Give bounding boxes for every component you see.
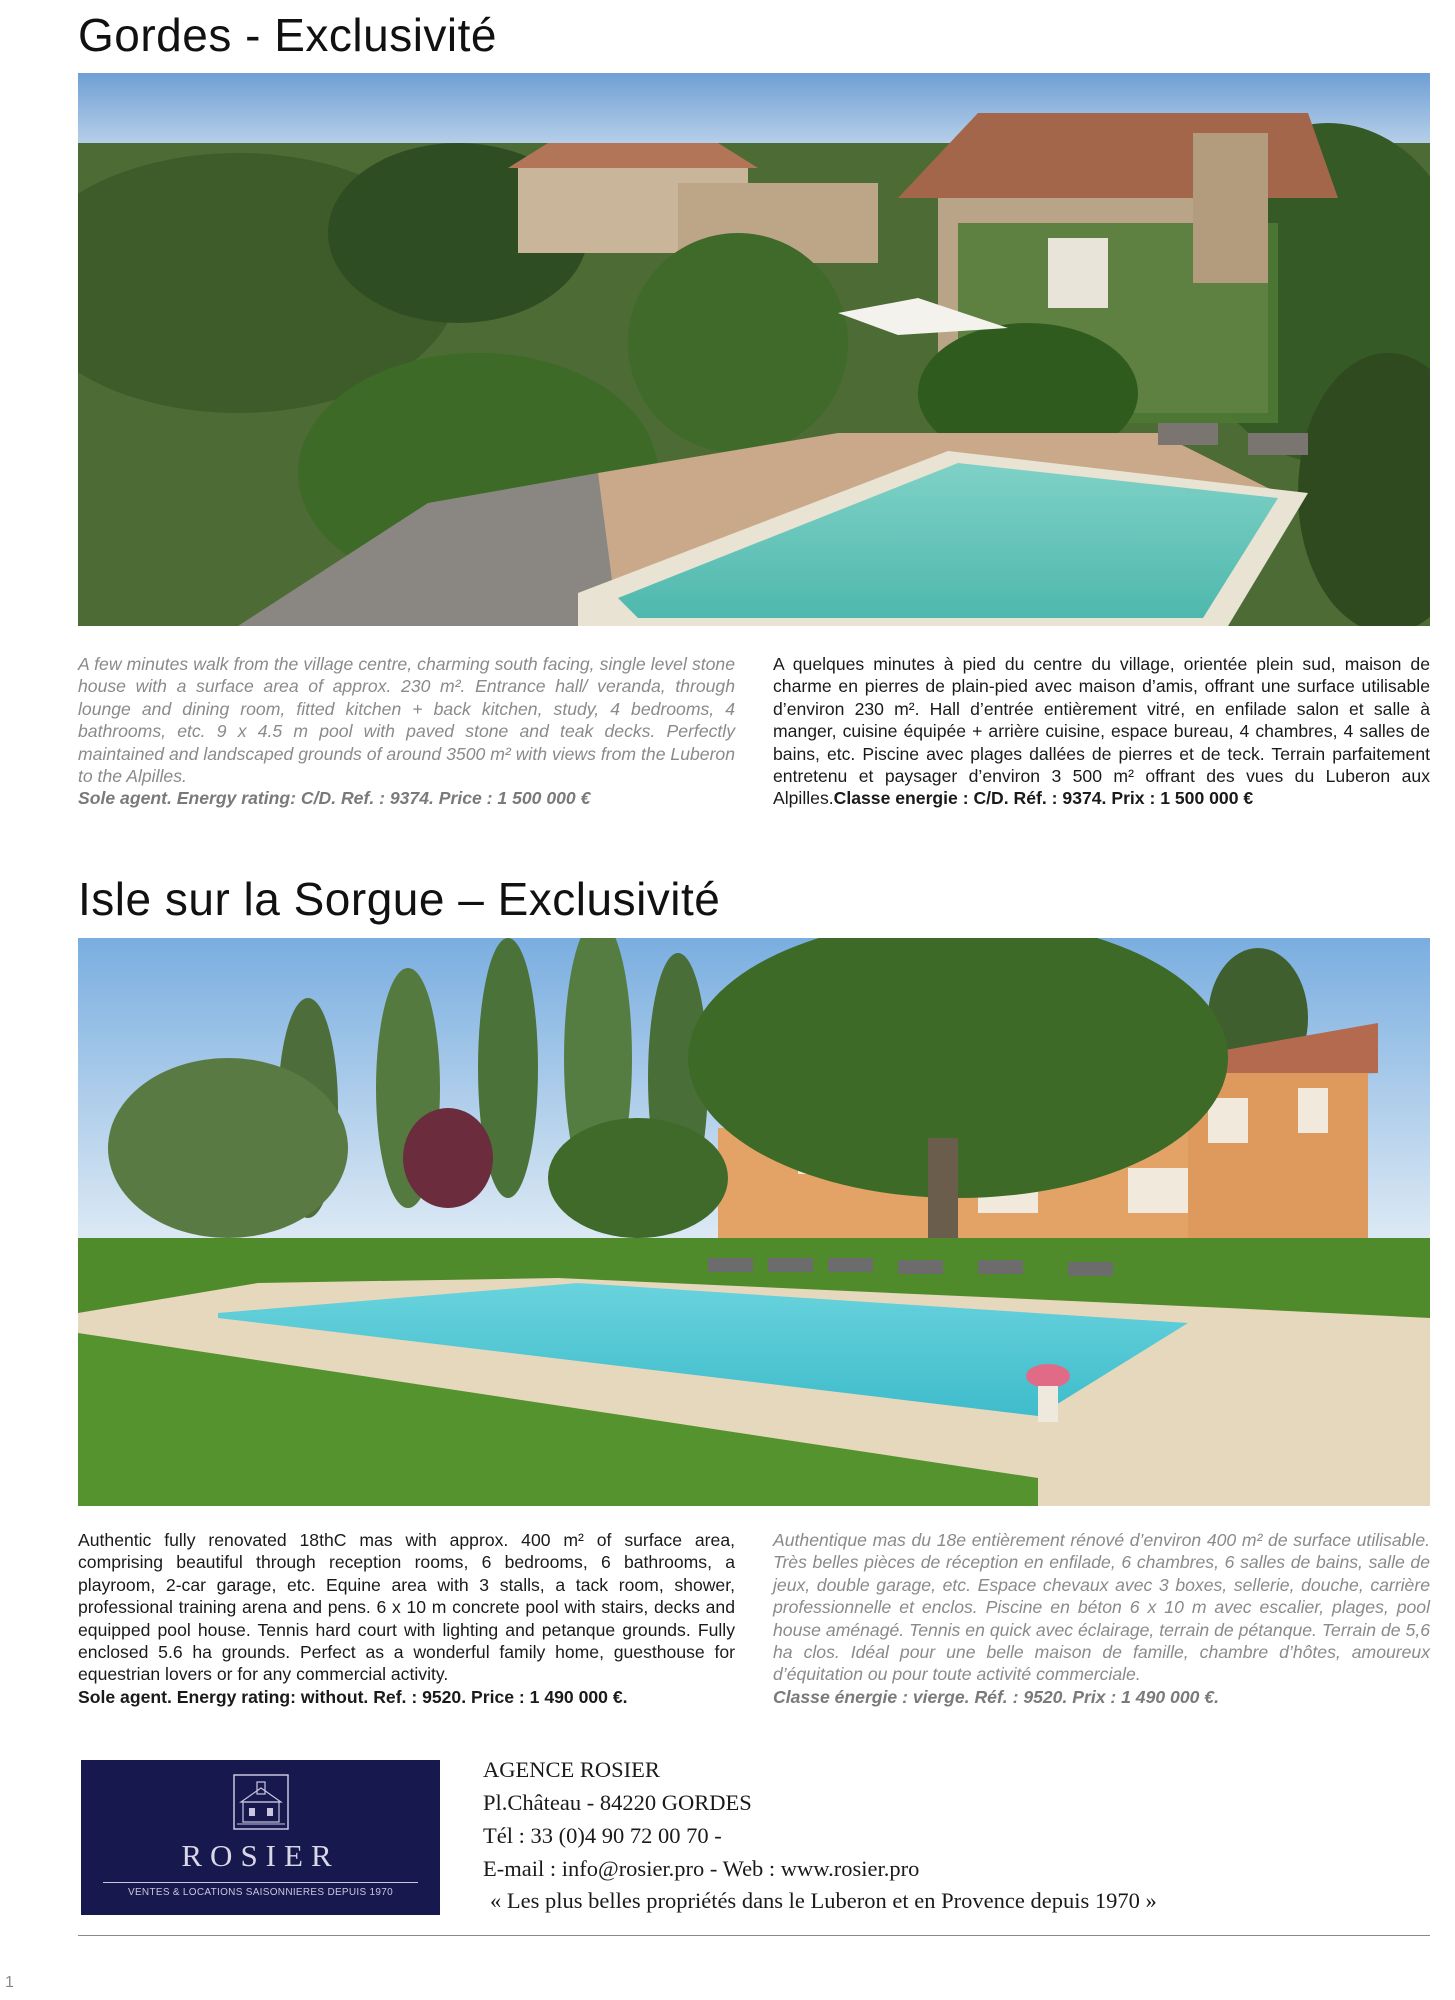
page-number: 1 xyxy=(5,1974,14,1991)
listing-description-french xyxy=(773,653,1430,810)
description-body: A quelques minutes à pied du centre du village, orientée plein sud, maison de charme en pierres de plain-pied avec maison d’amis, offrant une surface utilisable d’environ 230 m². Hall d’entrée entièrement vitré, en enfilade salon et salle à manger, cuisine équipée + arrière cuisine, espace bureau, 4 chambres, 4 salles de bains, etc. Piscine avec plages dallées de pierres et de teck. Terrain parfaitement entretenu et paysager d’environ 3 500 m² offrant des vues du Luberon aux Alpilles. xyxy=(773,654,1430,809)
listing-terms: Classe energie : C/D. Réf. : 9374. Prix : 1 500 000 € xyxy=(833,788,1254,809)
description-body: Authentique mas du 18e entièrement rénové d’environ 400 m² de surface utilisable. Très belles pièces de réception en enfilade, 6 chambres, 6 salles de bains, salle de jeux, double garage, etc. Espace chevaux avec 3 boxes, sellerie, douche, carrière professionnelle et enclos. Piscine en béton 6 x 10 m avec escalier, plages, pool house aménagé. Tennis en quick avec éclairage, terrain de pétanque. Terrain de 5,6 ha clos. Idéal pour une belle maison de famille, chambre d’hôtes, amoureux d’équitation ou pour toute activité commerciale. xyxy=(773,1530,1430,1685)
logo-tagline: VENTES & LOCATIONS SAISONNIERES DEPUIS 1970 xyxy=(127,1887,393,1898)
listing-terms: Sole agent. Energy rating: C/D. Ref. : 9374. Price : 1 500 000 € xyxy=(78,788,591,809)
listing-title: Isle sur la Sorgue – Exclusivité xyxy=(78,873,721,925)
stone-house-with-pool-photo xyxy=(78,73,1430,626)
agency-logo xyxy=(81,1760,440,1915)
mas-with-pool-photo xyxy=(78,938,1430,1506)
description-body: Authentic fully renovated 18thC mas with approx. 400 m² of surface area, comprising beautiful through reception rooms, 6 bedrooms, 6 bathrooms, a playroom, 2-car garage, etc. Equine area with 3 stalls, a tack room, shower, professional training arena and pens. 6 x 10 m concrete pool with stairs, decks and equipped pool house. Tennis hard court with lighting and petanque grounds. Fully enclosed 5.6 ha grounds. Perfect as a wonderful family home, guesthouse for equestrian lovers or for any commercial activity. xyxy=(78,1530,735,1685)
listing-description-english xyxy=(78,653,735,810)
agency-name: AGENCE ROSIER xyxy=(483,1757,660,1782)
chateau-emblem-icon xyxy=(233,1774,289,1830)
listing-description-english xyxy=(78,1529,735,1708)
listing-terms: Sole agent. Energy rating: without. Ref. : 9520. Price : 1 490 000 €. xyxy=(78,1686,628,1707)
agency-slogan: « Les plus belles propriétés dans le Luberon et en Provence depuis 1970 » xyxy=(490,1888,1157,1913)
agency-contact: E-mail : info@rosier.pro - Web : www.rosier.pro xyxy=(483,1856,920,1881)
description-body: A few minutes walk from the village centre, charming south facing, single level stone house with a surface area of approx. 230 m². Entrance hall/ veranda, through lounge and dining room, fitted kitchen + back kitchen, study, 4 bedrooms, 4 bathrooms, etc. 9 x 4.5 m pool with paved stone and teak decks. Perfectly maintained and landscaped grounds of around 3500 m² with views from the Luberon to the Alpilles. xyxy=(78,654,735,787)
listing-terms: Classe énergie : vierge. Réf. : 9520. Prix : 1 490 000 €. xyxy=(773,1686,1219,1707)
footer-divider xyxy=(78,1935,1430,1936)
agency-address: Pl.Château - 84220 GORDES xyxy=(483,1790,752,1815)
listing-title: Gordes - Exclusivité xyxy=(78,9,498,61)
logo-divider xyxy=(103,1882,418,1883)
listing-description-french xyxy=(773,1529,1430,1708)
agency-phone: Tél : 33 (0)4 90 72 00 70 - xyxy=(483,1823,722,1848)
logo-name: ROSIER xyxy=(181,1838,340,1873)
